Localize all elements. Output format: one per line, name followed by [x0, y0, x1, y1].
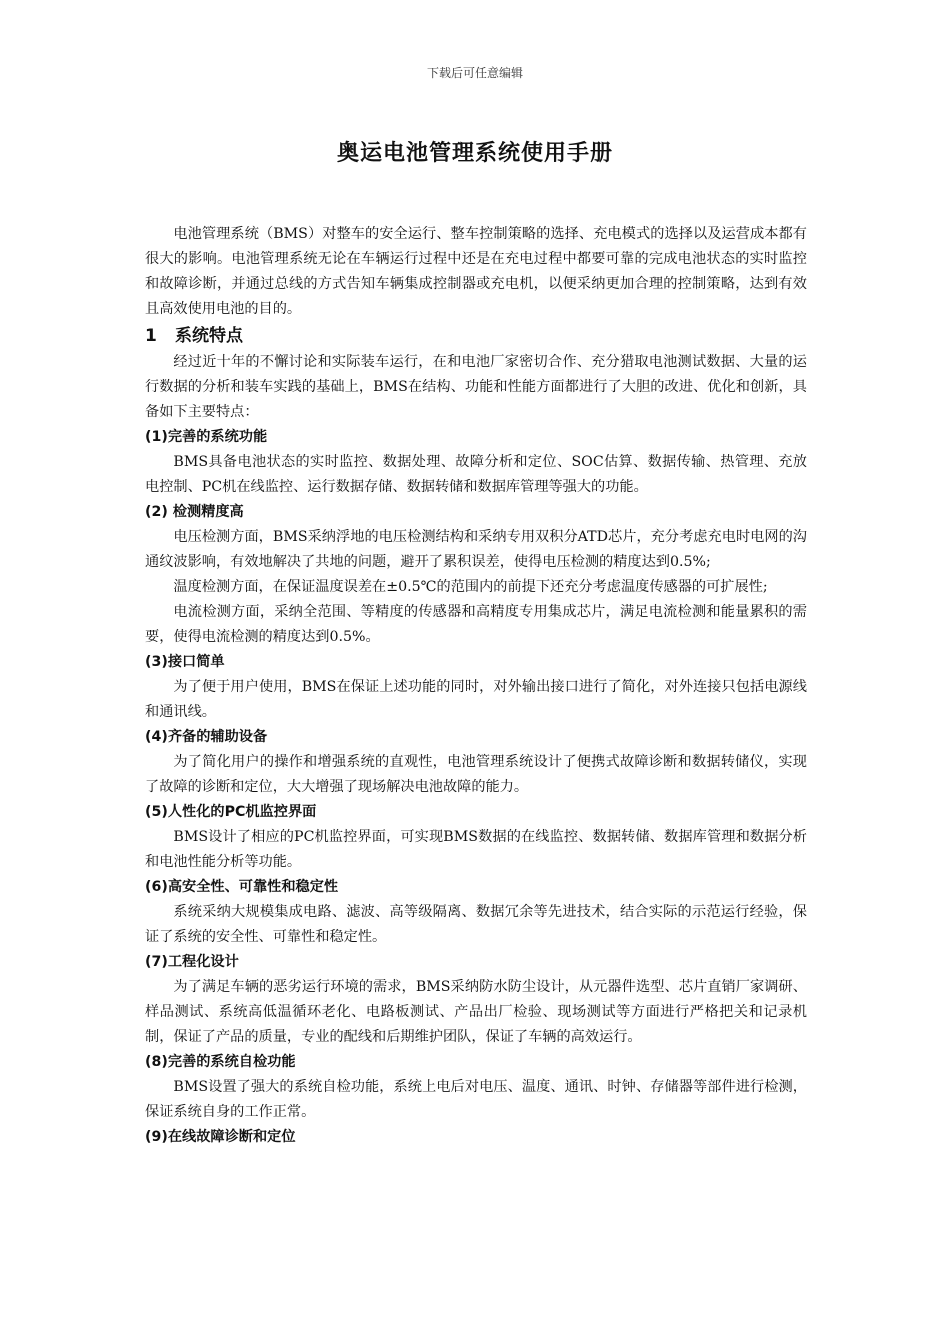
feature-paragraph: 系统采纳大规模集成电路、滤波、高等级隔离、数据冗余等先进技术，结合实际的示范运行经验，保证了系统的安全性、可靠性和稳定性。	[145, 904, 807, 945]
feature-paragraph: BMS设计了相应的PC机监控界面，可实现BMS数据的在线监控、数据转储、数据库管理和数据分析和电池性能分析等功能。	[145, 829, 807, 870]
intro-paragraph: 电池管理系统（BMS）对整车的安全运行、整车控制策略的选择、充电模式的选择以及运营成本都有很大的影响。电池管理系统无论在车辆运行过程中还是在充电过程中都要可靠的完成电池状态的实时监控和故障诊断，并通过总线的方式告知车辆集成控制器或充电机，以便采纳更加合理的控制策略，达到有效且高效使用电池的目的。	[145, 226, 807, 317]
feature-heading-7: (7)工程化设计	[145, 954, 239, 970]
section-heading	[145, 322, 807, 350]
feature-paragraph: 为了满足车辆的恶劣运行环境的需求，BMS采纳防水防尘设计，从元器件选型、芯片直销厂家调研、样品测试、系统高低温循环老化、电路板测试、产品出厂检验、现场测试等方面进行严格把关和记录机制，保证了产品的质量，专业的配线和后期维护团队，保证了车辆的高效运行。	[145, 979, 807, 1045]
feature-heading-8: (8)完善的系统自检功能	[145, 1054, 296, 1070]
feature-paragraph: BMS设置了强大的系统自检功能，系统上电后对电压、温度、通讯、时钟、存储器等部件进行检测，保证系统自身的工作正常。	[145, 1079, 807, 1120]
feature-paragraph: 为了便于用户使用，BMS在保证上述功能的同时，对外输出接口进行了简化，对外连接只包括电源线和通讯线。	[145, 679, 807, 720]
document-title: 奥运电池管理系统使用手册	[336, 140, 613, 166]
section-number: 1	[145, 326, 157, 346]
feature-paragraph: 电流检测方面，采纳全范围、等精度的传感器和高精度专用集成芯片，满足电流检测和能量累积的需要，使得电流检测的精度达到0.5%。	[145, 604, 807, 645]
feature-heading-4: (4)齐备的辅助设备	[145, 729, 268, 745]
feature-heading-6: (6)高安全性、可靠性和稳定性	[145, 879, 339, 895]
feature-heading-3: (3)接口简单	[145, 654, 225, 670]
feature-heading-9: (9)在线故障诊断和定位	[145, 1129, 296, 1145]
section-title: 系统特点	[175, 326, 243, 346]
feature-heading-2: (2) 检测精度高	[145, 504, 244, 520]
feature-paragraph: 为了简化用户的操作和增强系统的直观性，电池管理系统设计了便携式故障诊断和数据转储仪，实现了故障的诊断和定位，大大增强了现场解决电池故障的能力。	[145, 754, 807, 795]
feature-paragraph: BMS具备电池状态的实时监控、数据处理、故障分析和定位、SOC估算、数据传输、热管理、充放电控制、PC机在线监控、运行数据存储、数据转储和数据库管理等强大的功能。	[145, 454, 807, 495]
feature-heading-5: (5)人性化的PC机监控界面	[145, 804, 317, 820]
section-intro: 经过近十年的不懈讨论和实际装车运行，在和电池厂家密切合作、充分猎取电池测试数据、大量的运行数据的分析和装车实践的基础上，BMS在结构、功能和性能方面都进行了大胆的改进、优化和创新，具备如下主要特点：	[145, 354, 807, 420]
page-header: 下载后可任意编辑	[426, 66, 523, 80]
document-body	[145, 222, 807, 1150]
feature-heading-1: (1)完善的系统功能	[145, 429, 268, 445]
feature-paragraph: 电压检测方面，BMS采纳浮地的电压检测结构和采纳专用双积分ATD芯片，充分考虑充电时电网的沟通纹波影响，有效地解决了共地的问题，避开了累积误差，使得电压检测的精度达到0.5%;	[145, 529, 807, 570]
feature-paragraph: 温度检测方面，在保证温度误差在±0.5℃的范围内的前提下还充分考虑温度传感器的可扩展性;	[173, 579, 768, 595]
